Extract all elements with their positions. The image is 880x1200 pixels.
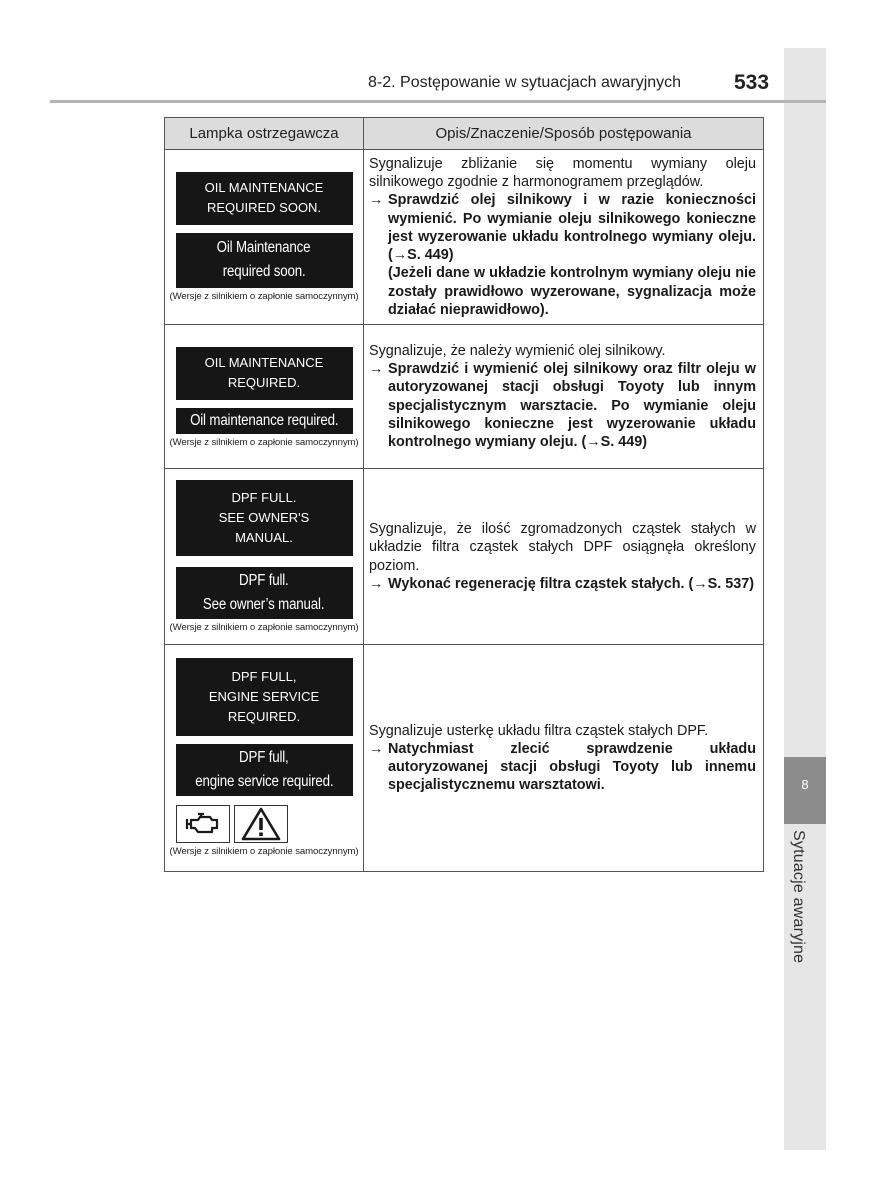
chapter-title: Sytuacje awaryjne bbox=[790, 830, 807, 964]
display-line: MANUAL. bbox=[235, 529, 293, 545]
table-row bbox=[165, 645, 764, 872]
display-line: REQUIRED SOON. bbox=[206, 200, 322, 215]
display-line: required soon. bbox=[222, 263, 306, 280]
arrow-icon: → bbox=[369, 361, 384, 378]
display-line: See owner’s manual. bbox=[203, 595, 325, 613]
display-line: Oil maintenance required. bbox=[189, 411, 339, 429]
display-message-uppercase bbox=[176, 480, 353, 556]
description-text: Sygnalizuje, że należy wymienić olej silnikowy. bbox=[369, 342, 666, 359]
arrow-icon: → bbox=[369, 740, 384, 757]
display-message-mixedcase bbox=[176, 408, 353, 434]
display-message-mixedcase bbox=[176, 233, 353, 288]
display-line: DPF full, bbox=[239, 749, 289, 766]
table-row bbox=[165, 325, 764, 469]
display-message-uppercase bbox=[176, 658, 353, 736]
display-line: ENGINE SERVICE bbox=[208, 689, 320, 704]
table-row bbox=[165, 150, 764, 325]
description-cell bbox=[364, 325, 764, 469]
action-text: Natychmiast zlecić sprawdzenie układu autoryzowanej stacji obsługi Toyoty lub innemu specjalistycznemu warsztatowi. bbox=[388, 740, 756, 794]
description-text: Sygnalizuje zbliżanie się momentu wymiany oleju silnikowego zgodnie z harmonogramem przeglądów. bbox=[369, 156, 756, 191]
engine-warning-icon bbox=[176, 805, 230, 843]
display-line: SEE OWNER'S bbox=[218, 509, 310, 525]
header-rule bbox=[50, 100, 826, 103]
engine-version-note: (Wersje z silnikiem o zapłonie samoczynnym) bbox=[169, 436, 359, 448]
display-line: Oil Maintenance bbox=[217, 239, 311, 256]
action-line bbox=[369, 575, 756, 593]
column-header-description: Opis/Znaczenie/Sposób postępowania bbox=[364, 118, 764, 150]
display-message-mixedcase bbox=[176, 744, 353, 796]
description-cell bbox=[364, 469, 764, 645]
chapter-tab bbox=[784, 757, 826, 824]
engine-version-note: (Wersje z silnikiem o zapłonie samoczynnym) bbox=[169, 846, 359, 857]
display-line: engine service required. bbox=[194, 773, 334, 790]
engine-version-note: (Wersje z silnikiem o zapłonie samoczynnym) bbox=[169, 290, 359, 302]
table-row bbox=[165, 469, 764, 645]
description-cell bbox=[364, 150, 764, 325]
lamp-cell bbox=[165, 325, 364, 469]
warning-triangle-icon bbox=[234, 805, 288, 843]
chapter-number: 8 bbox=[801, 777, 809, 792]
description-text: Sygnalizuje usterkę układu filtra cząstek stałych DPF. bbox=[369, 722, 709, 739]
lamp-cell bbox=[165, 150, 364, 325]
description-cell bbox=[364, 645, 764, 872]
action-text: Wykonać regenerację filtra cząstek stałych. (→S. 537) bbox=[388, 575, 755, 592]
display-line: OIL MAINTENANCE bbox=[204, 180, 324, 195]
column-header-lamp: Lampka ostrzegawcza bbox=[165, 118, 364, 150]
section-title: 8-2. Postępowanie w sytuacjach awaryjnych bbox=[368, 74, 682, 91]
display-line: DPF FULL. bbox=[231, 489, 297, 505]
action-line bbox=[369, 191, 756, 318]
display-message-uppercase bbox=[176, 347, 353, 400]
lamp-cell bbox=[165, 645, 364, 872]
display-line: DPF FULL, bbox=[231, 669, 297, 684]
action-text: Sprawdzić i wymienić olej silnikowy oraz filtr oleju w autoryzowanej stacji obsługi Toyoty lub innym specjalistycznym warsztacie. Po wymianie oleju silnikowego konieczne jest wyzerowanie układu kontrolnego wymiany oleju. (→S. 449) bbox=[388, 361, 756, 450]
arrow-icon: → bbox=[369, 192, 384, 209]
description-text: Sygnalizuje, że ilość zgromadzonych cząstek stałych w układzie filtra cząstek stałych DPF osiągnęła określony poziom. bbox=[369, 521, 756, 574]
display-line: DPF full. bbox=[239, 571, 289, 589]
display-line: REQUIRED. bbox=[227, 375, 301, 390]
arrow-icon: → bbox=[369, 575, 384, 592]
page-number: 533 bbox=[734, 71, 770, 94]
warning-icons bbox=[176, 805, 363, 843]
lamp-cell bbox=[165, 469, 364, 645]
display-message-uppercase bbox=[176, 172, 353, 225]
display-line: OIL MAINTENANCE bbox=[204, 355, 324, 370]
side-margin-strip bbox=[784, 48, 826, 1150]
display-message-mixedcase bbox=[176, 567, 353, 619]
warning-table bbox=[164, 117, 764, 872]
action-line bbox=[369, 360, 756, 451]
table-header-row bbox=[165, 118, 764, 150]
action-text: Sprawdzić olej silnikowy i w razie konieczności wymienić. Po wymianie oleju silnikowego konieczne jest wyzerowanie układu kontrolnego wymiany oleju. (→S. 449) (Jeżeli dane w układzie kontrolnym wymiany oleju nie zostały prawidłowo wyzerowane, sygnalizacja może działać nieprawidłowo). bbox=[388, 192, 756, 318]
display-line: REQUIRED. bbox=[227, 709, 301, 724]
action-line bbox=[369, 740, 756, 795]
engine-version-note: (Wersje z silnikiem o zapłonie samoczynnym) bbox=[169, 621, 359, 633]
